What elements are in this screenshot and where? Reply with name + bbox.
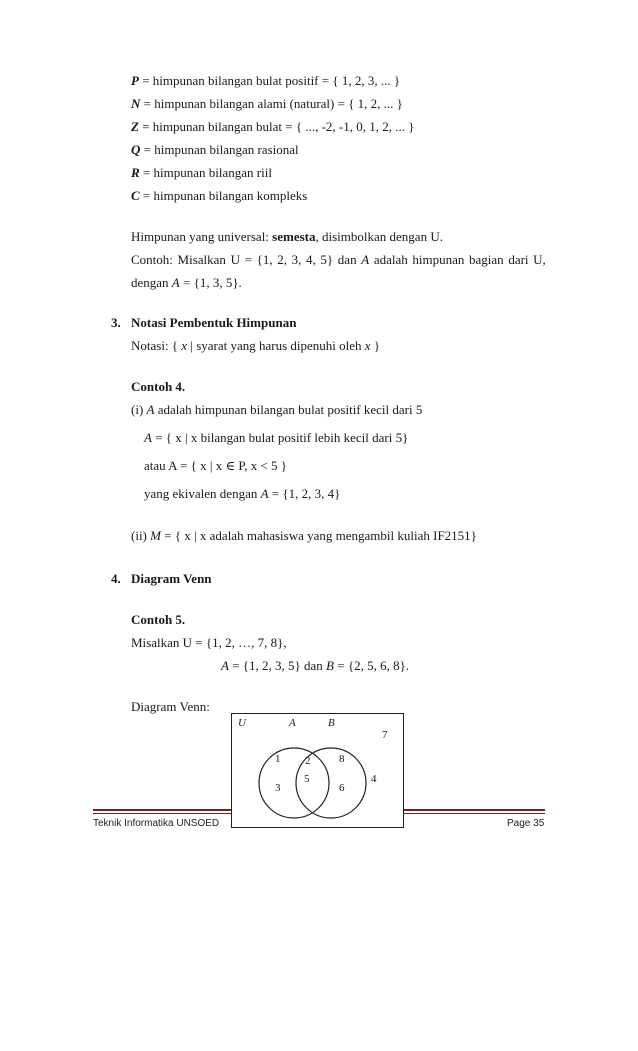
var: A [171, 275, 180, 290]
def-symbol: N [131, 96, 141, 111]
def-line-q [131, 142, 299, 158]
var: A [144, 430, 152, 445]
contoh-5-line-2 [221, 658, 409, 674]
section-4-title: Diagram Venn [131, 571, 212, 586]
contoh-5-title: Contoh 5. [131, 612, 186, 627]
venn-element-5: 5 [304, 773, 310, 785]
def-symbol: C [131, 188, 140, 203]
venn-element-6: 6 [339, 782, 345, 794]
venn-label-b: B [328, 717, 335, 729]
word: dari [508, 252, 529, 267]
venn-element-4: 4 [371, 773, 377, 785]
contoh-line-1 [131, 252, 546, 268]
word: 3, [291, 252, 302, 267]
venn-circles [232, 714, 403, 827]
text: = {2, 5, 6, 8}. [334, 658, 410, 673]
venn-element-7: 7 [382, 729, 388, 741]
text: adalah himpunan bilangan bulat positif kecil dari 5 [154, 402, 423, 417]
def-text: = himpunan bilangan bulat = { ..., -2, -1, 0, 1, 2, ... } [142, 119, 415, 134]
word: U [230, 252, 240, 267]
section-3-number: 3. [111, 315, 121, 330]
text: syarat yang harus dipenuhi oleh [196, 338, 365, 353]
section-3-title: Notasi Pembentuk Himpunan [131, 315, 297, 330]
venn-circle-a [259, 748, 329, 818]
text: = { x | x bilangan bulat positif lebih kecil dari 5} [151, 430, 409, 445]
def-line-r [131, 165, 272, 181]
var: A [221, 658, 229, 673]
venn-element-8: 8 [339, 753, 345, 765]
def-symbol: Q [131, 142, 141, 157]
var: B [326, 658, 334, 673]
contoh-4-ii [131, 528, 477, 544]
word: 4, [306, 252, 316, 267]
word: {1, [256, 252, 273, 267]
def-symbol: Z [131, 119, 139, 134]
venn-element-3: 3 [275, 782, 281, 794]
text: } [370, 338, 381, 353]
diagram-venn-label: Diagram Venn: [131, 699, 210, 714]
word: = [244, 252, 252, 267]
word: 2, [277, 252, 287, 267]
def-text: = himpunan bilangan rasional [143, 142, 299, 157]
text: = {1, 2, 3, 4} [268, 486, 341, 501]
contoh-4-line-b: atau A = { x | x ∈ P, x < 5 } [144, 458, 288, 473]
var: A [260, 486, 269, 501]
text: = {1, 2, 3, 5} dan [228, 658, 327, 673]
def-text: = himpunan bilangan bulat positif = { 1, 2, 3, ... } [142, 73, 401, 88]
footer-left: Teknik Informatika UNSOED [93, 818, 220, 829]
def-text: = himpunan bilangan riil [142, 165, 272, 180]
venn-element-2: 2 [305, 755, 311, 767]
var: A [146, 402, 155, 417]
venn-element-1: 1 [275, 753, 281, 765]
notasi-line [131, 338, 380, 354]
venn-diagram [231, 713, 404, 828]
word: bagian [469, 252, 504, 267]
footer-page-number: Page 35 [507, 818, 545, 829]
contoh-line-2 [131, 275, 242, 291]
word: Misalkan [177, 252, 226, 267]
text: Notasi: { [131, 338, 182, 353]
word: A [361, 252, 370, 267]
venn-label-a: A [289, 717, 296, 729]
contoh-5-line-1: Misalkan U = {1, 2, …, 7, 8}, [131, 635, 287, 650]
text: dengan [131, 275, 172, 290]
def-line-p [131, 73, 400, 89]
text: = { x | x adalah mahasiswa yang mengambil kuliah IF2151} [160, 528, 477, 543]
contoh-4-title: Contoh 4. [131, 379, 186, 394]
def-text: = himpunan bilangan alami (natural) = { 1, 2, ... } [143, 96, 403, 111]
venn-label-u: U [238, 717, 246, 729]
word: dan [337, 252, 357, 267]
text: (i) [131, 402, 147, 417]
def-line-c [131, 188, 307, 204]
universal-suffix: , disimbolkan dengan U. [315, 229, 443, 244]
word: Contoh: [131, 252, 173, 267]
bar: | [187, 338, 197, 353]
def-line-n [131, 96, 403, 112]
universal-prefix: Himpunan yang universal: [131, 229, 273, 244]
def-line-z [131, 119, 415, 135]
word: adalah [373, 252, 408, 267]
universal-bold-term: semesta [272, 229, 316, 244]
universal-line [131, 229, 443, 245]
contoh-4-line-a [144, 430, 408, 446]
def-text: = himpunan bilangan kompleks [142, 188, 308, 203]
section-4-number: 4. [111, 571, 121, 586]
word: himpunan [412, 252, 465, 267]
def-symbol: R [131, 165, 140, 180]
text: (ii) [131, 528, 151, 543]
var: M [150, 528, 161, 543]
word: U, [533, 252, 546, 267]
contoh-4-i [131, 402, 422, 418]
def-symbol: P [131, 73, 139, 88]
word: 5} [320, 252, 334, 267]
text: = {1, 3, 5}. [179, 275, 242, 290]
var: x [364, 338, 371, 353]
contoh-4-line-c [144, 486, 340, 502]
text: yang ekivalen dengan [144, 486, 261, 501]
var: x [181, 338, 188, 353]
